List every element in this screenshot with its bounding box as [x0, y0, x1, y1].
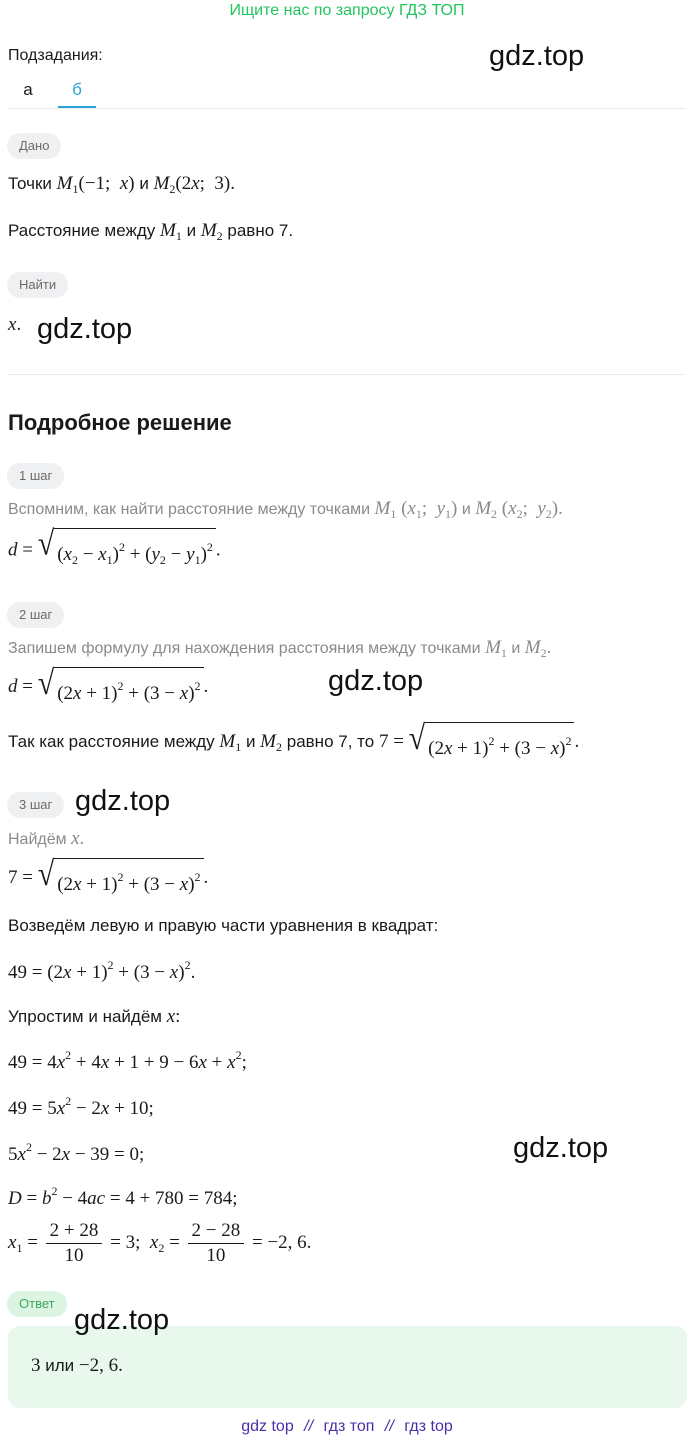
given-line-2: Расстояние между $M_1$ и $M_2$ равно 7. — [8, 220, 294, 243]
watermark: gdz.top — [513, 1132, 609, 1164]
banner[interactable]: Ищите нас по запросу ГДЗ ТОП — [229, 2, 465, 19]
step3-text: Найдём x. — [8, 828, 85, 849]
watermark: gdz.top — [489, 40, 585, 72]
step1-pill: 1 шаг — [7, 463, 64, 489]
step3-square-text: Возведём левую и правую части уравнения в квадрат: — [8, 916, 439, 935]
step3-equation-4: $49 = 5x^2 - 2x + 10$; — [8, 1094, 154, 1119]
step3-equation-5: $5x^2 - 2x - 39 = 0$; — [8, 1140, 145, 1165]
step3-simplify-text: Упростим и найдём x: — [8, 1006, 181, 1027]
watermark: gdz.top — [37, 313, 133, 345]
given-line-1: Точки $M_1(-1$; x) и $M_2(2x$; 3). — [8, 173, 236, 196]
tabs-divider — [8, 108, 686, 109]
footer-sep-1: // — [304, 1418, 314, 1435]
tab-b[interactable]: б — [72, 80, 82, 99]
step2-text: Запишем формулу для нахождения расстояния между точками $M_1$ и $M_2$. — [8, 637, 552, 660]
footer-link-1[interactable]: gdz top — [241, 1418, 294, 1435]
watermark: gdz.top — [74, 1304, 170, 1336]
step2-formula: d = √ $(2x + 1)^2 + (3 - x)^2$ . — [8, 667, 208, 708]
step3-equation-3: $49 = 4x^2 + 4x + 1 + 9 - 6x + x^2$; — [8, 1048, 247, 1073]
subtasks-label: Подзадания: — [8, 47, 103, 64]
step3-equation-1: 7 = √ $(2x + 1)^2 + (3 - x)^2$ . — [8, 858, 208, 899]
find-value: x. — [8, 314, 22, 335]
step3-discriminant: $D = b^2 - 4ac = 4 + 780 = 784$; — [8, 1184, 238, 1209]
step3-pill: 3 шаг — [7, 792, 64, 818]
step1-text: Вспомним, как найти расстояние между точками $M_1$ ($x_1$; $y_1$) и $M_2$ ($x_2$; $y_2$). — [8, 498, 563, 521]
step1-formula: d = √ $(x_2 - x_1)^2 + (y_2 - y_1)^2$ . — [8, 528, 221, 574]
answer-pill: Ответ — [7, 1291, 67, 1317]
section-divider — [8, 374, 686, 375]
given-pill: Дано — [7, 133, 61, 159]
step2-line: Так как расстояние между $M_1$ и $M_2$ равно 7, то 7 = √ $(2x + 1)^2 + (3 - x)^2$ . — [8, 722, 579, 763]
tab-a[interactable]: а — [23, 80, 33, 99]
footer-link-3[interactable]: гдз top — [404, 1418, 453, 1435]
step3-roots: $x_1$ = $\frac{2 + 28}{10}$ = 3; $x_2$ = $\frac{2 - 28}{10}$ = −2, 6. — [8, 1220, 312, 1266]
footer-link-2[interactable]: гдз топ — [323, 1418, 375, 1435]
solution-heading: Подробное решение — [8, 410, 232, 435]
watermark: gdz.top — [328, 665, 424, 697]
footer-links — [0, 1418, 694, 1436]
watermark: gdz.top — [75, 785, 171, 817]
step2-pill: 2 шаг — [7, 602, 64, 628]
footer-sep-2: // — [384, 1418, 394, 1435]
find-pill: Найти — [7, 272, 68, 298]
step3-equation-2: $49 = (2x + 1)^2 + (3 - x)^2$. — [8, 958, 196, 983]
answer-value: 3 или −2, 6. — [31, 1355, 123, 1376]
